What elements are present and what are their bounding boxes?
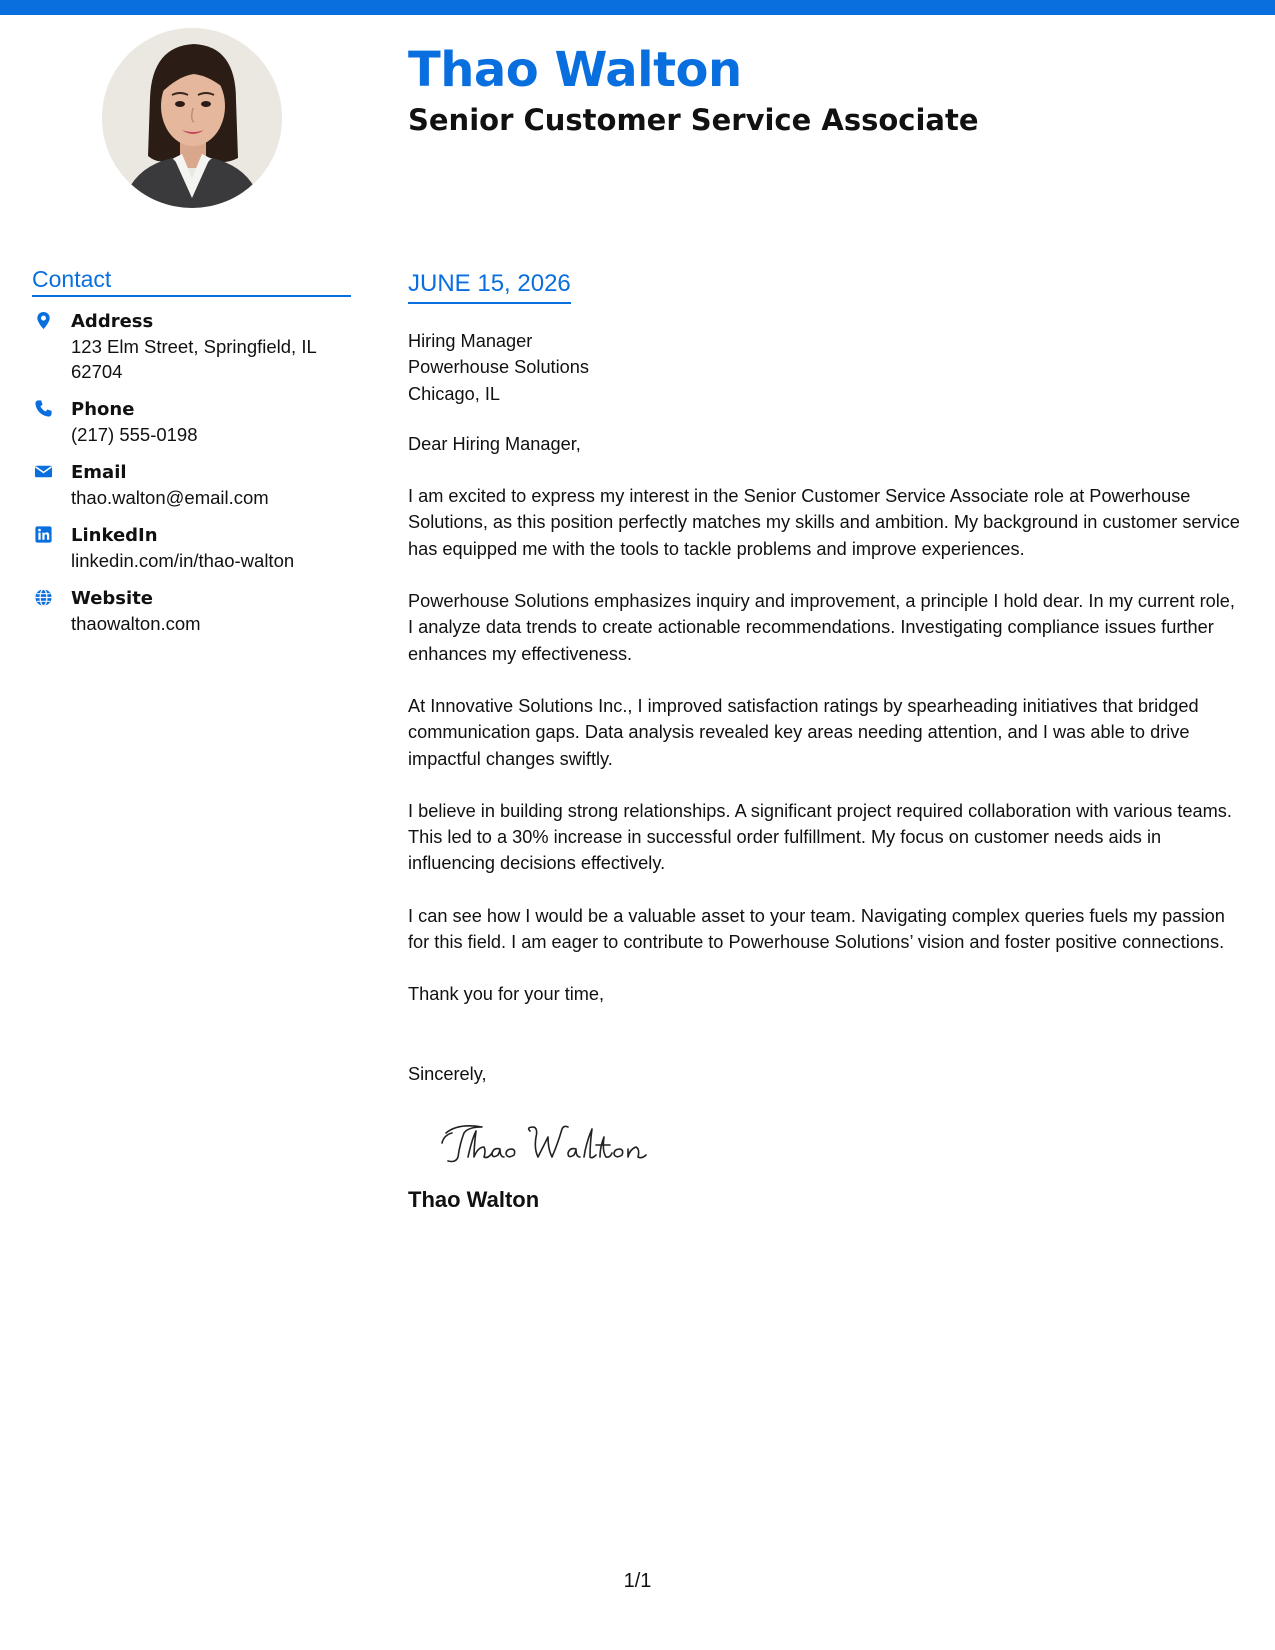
recipient-line: Hiring Manager (408, 331, 533, 351)
body-paragraph: At Innovative Solutions Inc., I improved satisfaction ratings by spearheading initiatives that bridged communication gaps. Data analysis revealed key areas needing attention, and I was able to drive impactful changes swiftly. (408, 695, 1199, 769)
contact-item-linkedin (32, 523, 362, 573)
salutation: Dear Hiring Manager, (408, 433, 581, 454)
body-paragraph: Powerhouse Solutions emphasizes inquiry and improvement, a principle I hold dear. In my current role, I analyze data trends to create actionable recommendations. Investigating compliance issues further enhances my effectiveness. (408, 591, 1235, 664)
map-pin-icon (34, 311, 53, 330)
applicant-job-title: Senior Customer Service Associate (408, 103, 979, 137)
profile-photo (102, 28, 282, 208)
profile-photo-illustration (102, 28, 282, 208)
contact-heading: Contact (32, 266, 351, 297)
applicant-name: Thao Walton (408, 42, 742, 98)
letter-body (408, 328, 1240, 1213)
top-accent-bar (0, 0, 1275, 15)
linkedin-icon (34, 525, 53, 544)
contact-value-email: thao.walton@email.com (71, 487, 269, 508)
contact-value-phone: (217) 555-0198 (71, 424, 198, 445)
closing: Sincerely, (408, 1063, 487, 1084)
recipient-block (408, 328, 1240, 407)
phone-icon (34, 399, 53, 418)
contact-label-email: Email (71, 462, 127, 483)
handwritten-signature (438, 1113, 1240, 1173)
body-paragraph: I am excited to express my interest in the Senior Customer Service Associate role at Powerhouse Solutions, as this position perfectly matches my skills and ambition. My background in customer service has equipped me with the tools to tackle problems and improve experiences. (408, 486, 1240, 559)
signed-name: Thao Walton (408, 1186, 540, 1212)
contact-label-address: Address (71, 311, 154, 332)
contact-label-phone: Phone (71, 399, 135, 420)
envelope-icon (34, 462, 53, 481)
contact-item-website (32, 586, 362, 636)
contact-value-address: 123 Elm Street, Springfield, IL 62704 (71, 336, 317, 382)
contact-item-phone (32, 397, 362, 447)
body-paragraph: I can see how I would be a valuable asset to your team. Navigating complex queries fuels my passion for this field. I am eager to contribute to Powerhouse Solutions’ vision and foster positive connections. (408, 905, 1225, 953)
recipient-line: Chicago, IL (408, 383, 501, 404)
contact-item-email (32, 460, 362, 510)
contact-label-website: Website (71, 588, 154, 609)
letter-date: JUNE 15, 2026 (408, 270, 571, 304)
contact-value-linkedin[interactable]: linkedin.com/in/thao-walton (71, 550, 295, 571)
contact-label-linkedin: LinkedIn (71, 525, 158, 546)
thank-you-line: Thank you for your time, (408, 984, 605, 1005)
page-number: 1/1 (623, 1570, 652, 1592)
recipient-line: Powerhouse Solutions (408, 357, 589, 378)
globe-icon (34, 588, 53, 607)
contact-list (32, 309, 362, 649)
contact-item-address (32, 309, 362, 384)
contact-value-website[interactable]: thaowalton.com (71, 613, 201, 634)
body-paragraph: I believe in building strong relationships. A significant project required collaboration with various teams. This led to a 30% increase in successful order fulfillment. My focus on customer needs aids in influencing decisions effectively. (408, 800, 1232, 874)
signature-graphic (438, 1113, 658, 1173)
